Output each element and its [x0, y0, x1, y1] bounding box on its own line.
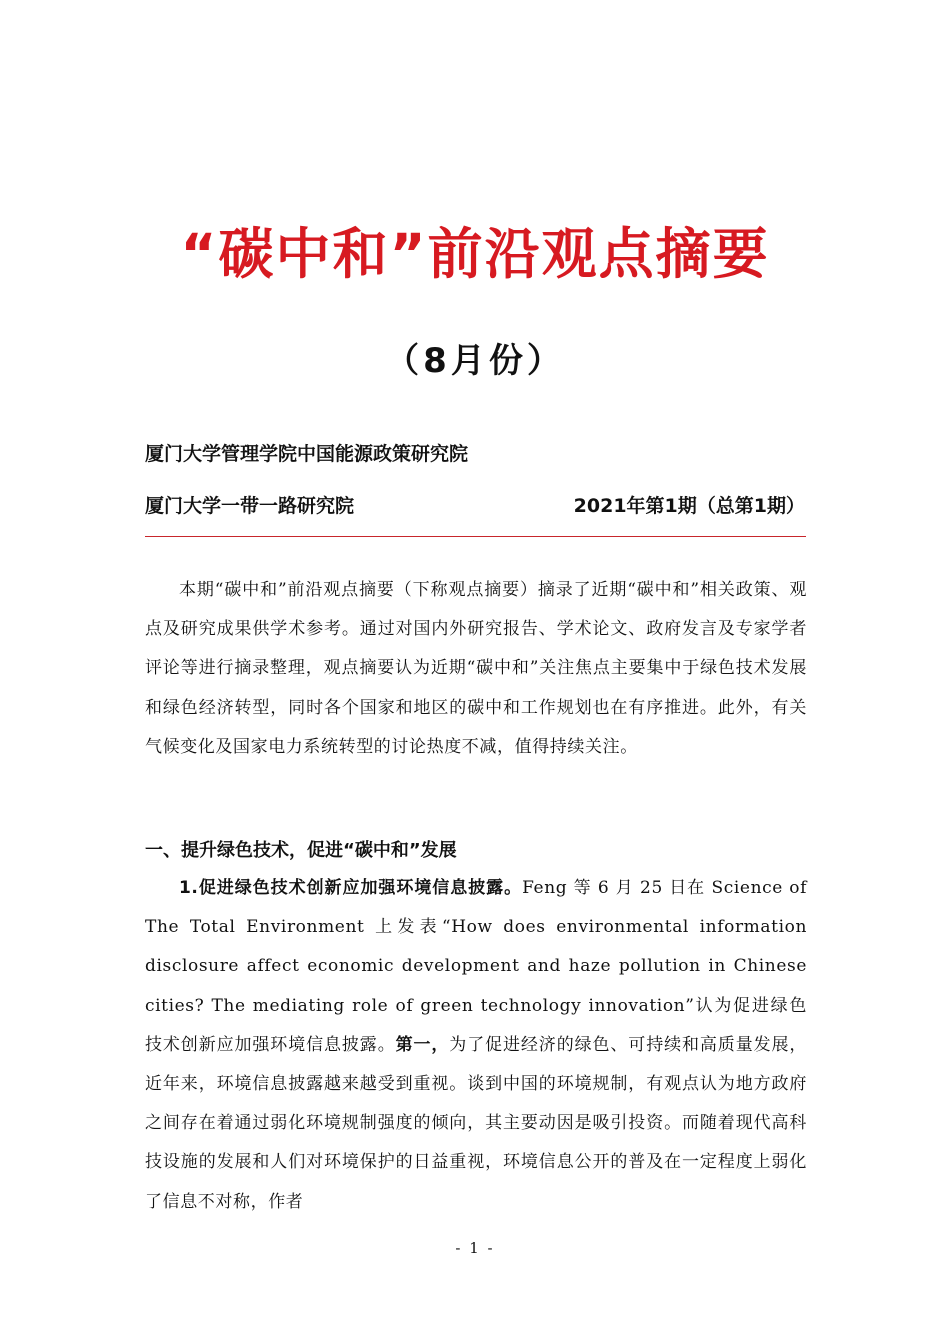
paragraph-text-a: Feng 等 6 月 25 日在 Science of The Total Environment 上发表“How does environmental information disclosure affect economic development and haze pollution in Chinese cities? The mediating role of green technology innovation”认为促进绿色技术创新应加强环境信息披露。 — [145, 878, 807, 1055]
report-title: “碳中和”前沿观点摘要 — [180, 222, 770, 286]
page-number: - 1 - — [455, 1239, 495, 1257]
paragraph-lead: 1.促进绿色技术创新应加强环境信息披露。 — [179, 878, 523, 898]
section-paragraph — [145, 869, 807, 1222]
intro-paragraph: 本期“碳中和”前沿观点摘要（下称观点摘要）摘录了近期“碳中和”相关政策、观点及研究成果供学术参考。通过对国内外研究报告、学术论文、政府发言及专家学者评论等进行摘录整理，观点摘要认为近期“碳中和”关注焦点主要集中于绿色技术发展和绿色经济转型，同时各个国家和地区的碳中和工作规划也在有序推进。此外，有关气候变化及国家电力系统转型的讨论热度不减，值得持续关注。 — [145, 580, 807, 757]
paragraph-keyword: 第一， — [395, 1034, 450, 1055]
header-divider — [145, 536, 806, 537]
paragraph-text-b: 为了促进经济的绿色、可持续和高质量发展，近年来，环境信息披露越来越受到重视。谈到中国的环境规制，有观点认为地方政府之间存在着通过弱化环境规制强度的倾向，其主要动因是吸引投资。而随着现代高科技设施的发展和人们对环境保护的日益重视，环境信息公开的普及在一定程度上弱化了信息不对称，作者 — [145, 1034, 807, 1212]
institution-line-2: 厦门大学一带一路研究院 — [145, 495, 355, 517]
issue-number: 2021年第1期（总第1期） — [573, 495, 805, 517]
section-heading: 一、提升绿色技术，促进“碳中和”发展 — [145, 840, 457, 861]
institution-line-1: 厦门大学管理学院中国能源政策研究院 — [145, 443, 469, 465]
report-subtitle: （8月份） — [385, 341, 565, 381]
